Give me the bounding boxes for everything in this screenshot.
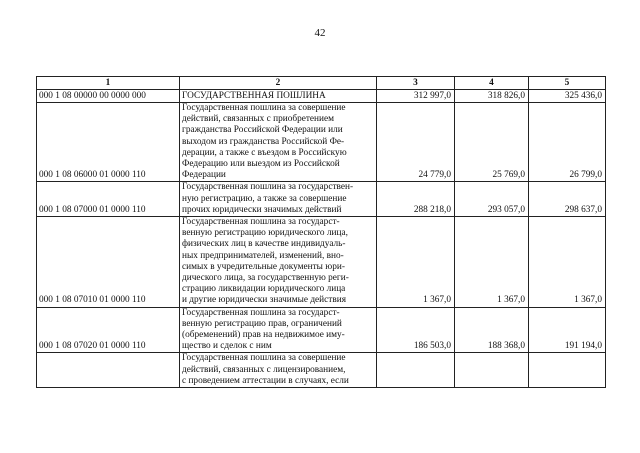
budget-revenue-table bbox=[36, 76, 606, 388]
row-value-year-2: 25 769,0 bbox=[455, 103, 529, 182]
table-row bbox=[37, 307, 606, 353]
row-code: 000 1 08 00000 00 0000 000 bbox=[37, 90, 180, 103]
row-name-line: ГОСУДАРСТВЕННАЯ ПОШЛИНА bbox=[182, 90, 326, 101]
row-name bbox=[180, 90, 377, 103]
row-name-line: симых в учредительные документы юри- bbox=[182, 261, 345, 272]
table-row bbox=[37, 182, 606, 217]
row-value-year-1: 288 218,0 bbox=[377, 182, 455, 217]
page-number: 42 bbox=[314, 27, 326, 39]
row-name-line: с проведением аттестации в случаях, если bbox=[182, 375, 349, 386]
row-name-line: Государственная пошлина за государст- bbox=[182, 217, 340, 228]
row-name-line: гражданства Российской Федерации или bbox=[182, 125, 343, 136]
row-value-year-3: 191 194,0 bbox=[529, 307, 606, 353]
row-value-year-2: 318 826,0 bbox=[455, 90, 529, 103]
row-name-line: (обременений) прав на недвижимое иму- bbox=[182, 330, 345, 341]
row-name-line: страцию ликвидации юридического лица bbox=[182, 284, 346, 295]
column-header-code: 1 bbox=[37, 77, 180, 90]
row-name-line: физических лиц в качестве индивидуаль- bbox=[182, 239, 346, 250]
row-name-line: Федерации bbox=[182, 170, 226, 181]
row-name-line: венную регистрацию юридического лица, bbox=[182, 228, 348, 239]
row-value-year-1: 24 779,0 bbox=[377, 103, 455, 182]
row-name-line: Государственная пошлина за государст- bbox=[182, 307, 340, 318]
row-name-line: венную регистрацию прав, ограничений bbox=[182, 318, 342, 329]
row-name-line: действий, связанных с приобретением bbox=[182, 114, 335, 125]
row-name-line: ную регистрацию, а также за совершение bbox=[182, 193, 347, 204]
column-header-year-3: 5 bbox=[529, 77, 606, 90]
row-value-year-2: 293 057,0 bbox=[455, 182, 529, 217]
row-name-line: дерации, а также с въездом в Российскую bbox=[182, 147, 347, 158]
row-value-year-3: 26 799,0 bbox=[529, 103, 606, 182]
row-name-line: Государственная пошлина за совершение bbox=[182, 353, 346, 364]
row-name bbox=[180, 182, 377, 217]
table-row bbox=[37, 353, 606, 388]
table-row bbox=[37, 217, 606, 308]
column-header-year-2: 4 bbox=[455, 77, 529, 90]
row-code: 000 1 08 07000 01 0000 110 bbox=[37, 182, 180, 217]
row-name-line: действий, связанных с лицензированием, bbox=[182, 364, 346, 375]
table-header-row bbox=[37, 77, 606, 90]
row-name-line: Федерацию или выездом из Российской bbox=[182, 159, 340, 170]
row-name-line: щество и сделок с ним bbox=[182, 341, 272, 352]
row-value-year-1: 312 997,0 bbox=[377, 90, 455, 103]
row-value-year-2 bbox=[455, 353, 529, 388]
row-name bbox=[180, 103, 377, 182]
row-value-year-1: 186 503,0 bbox=[377, 307, 455, 353]
row-name-line: дического лица, за государственную реги- bbox=[182, 273, 349, 284]
row-value-year-3: 325 436,0 bbox=[529, 90, 606, 103]
row-code: 000 1 08 07020 01 0000 110 bbox=[37, 307, 180, 353]
row-name bbox=[180, 217, 377, 308]
row-value-year-3 bbox=[529, 353, 606, 388]
row-code bbox=[37, 353, 180, 388]
row-name-line: Государственная пошлина за государствен- bbox=[182, 182, 354, 193]
row-value-year-2: 1 367,0 bbox=[455, 217, 529, 308]
row-name-line: и другие юридически значимые действия bbox=[182, 295, 346, 306]
row-name-line: ных предпринимателей, изменений, вно- bbox=[182, 250, 344, 261]
column-header-year-1: 3 bbox=[377, 77, 455, 90]
column-header-name: 2 bbox=[180, 77, 377, 90]
row-value-year-3: 1 367,0 bbox=[529, 217, 606, 308]
row-value-year-3: 298 637,0 bbox=[529, 182, 606, 217]
row-code: 000 1 08 06000 01 0000 110 bbox=[37, 103, 180, 182]
row-name-line: выходом из гражданства Российской Фе- bbox=[182, 136, 345, 147]
row-code: 000 1 08 07010 01 0000 110 bbox=[37, 217, 180, 308]
row-value-year-1 bbox=[377, 353, 455, 388]
row-value-year-2: 188 368,0 bbox=[455, 307, 529, 353]
row-value-year-1: 1 367,0 bbox=[377, 217, 455, 308]
row-name bbox=[180, 353, 377, 388]
row-name-line: прочих юридически значимых действий bbox=[182, 204, 342, 215]
row-name bbox=[180, 307, 377, 353]
table-row bbox=[37, 90, 606, 103]
row-name-line: Государственная пошлина за совершение bbox=[182, 103, 346, 113]
table-row bbox=[37, 103, 606, 182]
